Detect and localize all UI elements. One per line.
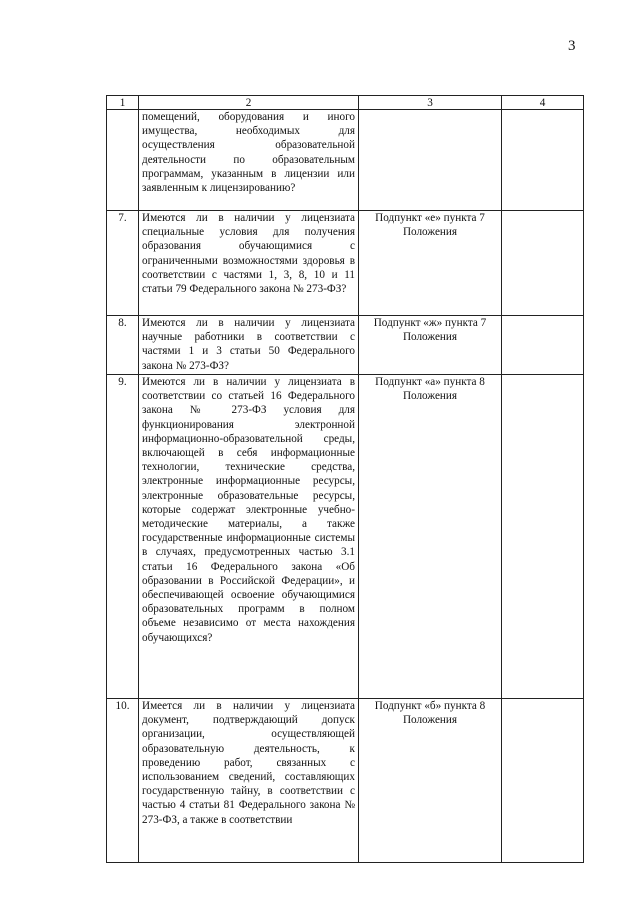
answer-cell (502, 316, 584, 375)
question-text: Имеются ли в наличии у лицензиата научные работники в соответствии с частями 1 и 3 статьи 50 Федерального закона № 273-ФЗ? (139, 316, 359, 375)
question-text: Имеется ли в наличии у лицензиата документ, подтверждающий допуск организации, осуществляющей образовательную деятельность, к проведению работ, связанных с использованием сведений, составляющих государственную тайну, в соответствии с частью 4 статьи 81 Федерального закона № 273-ФЗ, а также в соответствии (139, 699, 359, 863)
legal-reference: Подпункт «а» пункта 8 Положения (359, 375, 502, 699)
checklist-table (106, 95, 584, 863)
table-row (107, 375, 584, 699)
header-col-4: 4 (502, 96, 584, 110)
table-header-row (107, 96, 584, 110)
header-col-3: 3 (359, 96, 502, 110)
legal-reference: Подпункт «б» пункта 8 Положения (359, 699, 502, 863)
answer-cell (502, 699, 584, 863)
question-text: Имеются ли в наличии у лицензиата в соответствии со статьей 16 Федерального закона № 273-ФЗ условия для функционирования электронной информационно-образовательной среды, включающей в себя информационные технологии, технические средства, электронные информационные ресурсы, электронные образовательные ресурсы, которые содержат электронные учебно-методические материалы, а также государственные информационные системы в случаях, предусмотренных частью 3.1 статьи 16 Федерального закона «Об образовании в Российской Федерации», и обеспечивающей освоение обучающимися образовательных программ в полном объеме независимо от места нахождения обучающихся? (139, 375, 359, 699)
page-number: 3 (568, 38, 576, 54)
table-row (107, 699, 584, 863)
header-col-2: 2 (139, 96, 359, 110)
row-number (107, 110, 139, 211)
legal-reference: Подпункт «е» пункта 7 Положения (359, 211, 502, 316)
row-number: 7. (107, 211, 139, 316)
answer-cell (502, 375, 584, 699)
question-text: помещений, оборудования и иного имущества, необходимых для осуществления образовательной деятельности по образовательным программам, указанным в лицензии или заявленным к лицензированию? (139, 110, 359, 211)
legal-reference: Подпункт «ж» пункта 7 Положения (359, 316, 502, 375)
row-number: 8. (107, 316, 139, 375)
answer-cell (502, 211, 584, 316)
question-text: Имеются ли в наличии у лицензиата специальные условия для получения образования обучающимися с ограниченными возможностями здоровья в соответствии с частями 1, 3, 8, 10 и 11 статьи 79 Федерального закона № 273-ФЗ? (139, 211, 359, 316)
row-number: 9. (107, 375, 139, 699)
table-row (107, 110, 584, 211)
table-row (107, 316, 584, 375)
header-col-1: 1 (107, 96, 139, 110)
table-row (107, 211, 584, 316)
legal-reference (359, 110, 502, 211)
answer-cell (502, 110, 584, 211)
row-number: 10. (107, 699, 139, 863)
